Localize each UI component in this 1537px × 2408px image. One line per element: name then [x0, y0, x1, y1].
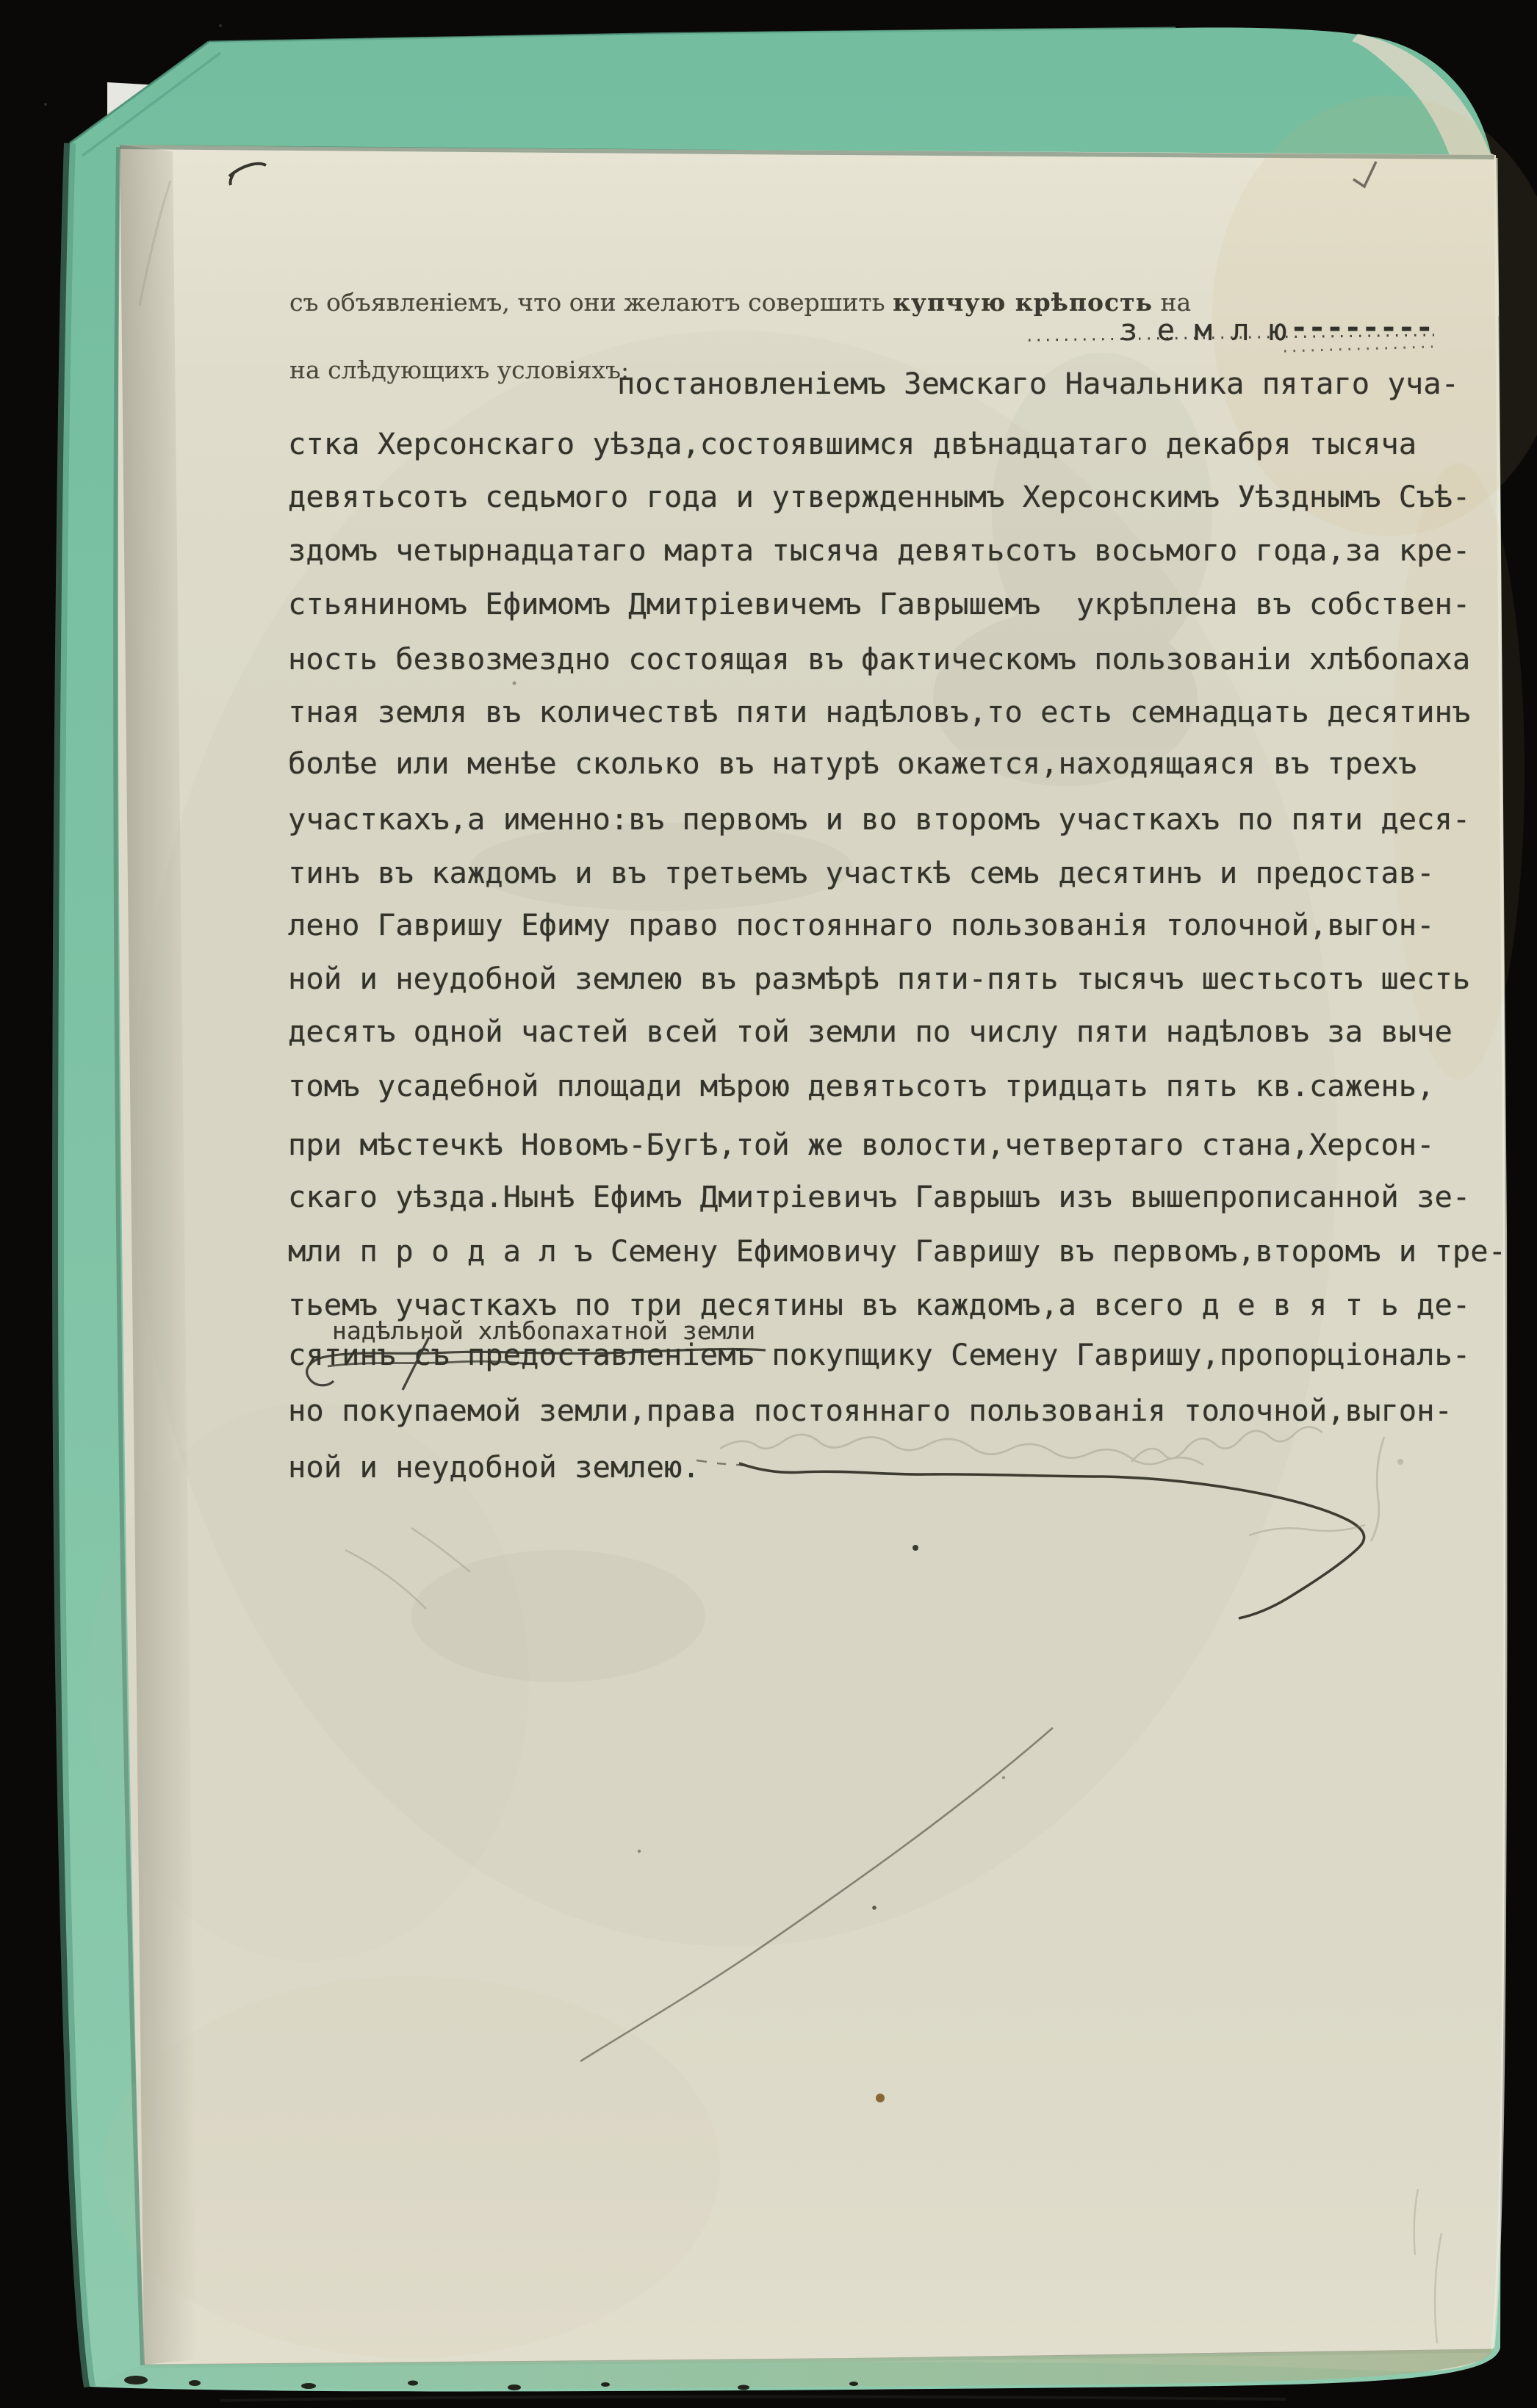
typed-line: но покупаемой земли,права постояннаго пользованія толочной,выгон-: [288, 1393, 1453, 1428]
typed-line: десятъ одной частей всей той земли по числу пяти надѣловъ за выче: [288, 1014, 1453, 1049]
typed-line: мли п р о д а л ъ Семену Ефимовичу Гавришу въ первомъ,второмъ и тре-: [288, 1233, 1507, 1269]
typed-line: болѣе или менѣе сколько въ натурѣ окажется,находящаяся въ трехъ: [288, 746, 1417, 781]
typed-line: участкахъ,а именно:въ первомъ и во второмъ участкахъ по пяти деся-: [288, 801, 1471, 837]
typed-line: тьемъ участкахъ по три десятины въ каждомъ,а всего д е в я т ь де-: [288, 1287, 1471, 1322]
printed-text: на: [1153, 288, 1192, 317]
interlinear-insertion: надѣльной хлѣбопахатной земли: [332, 1316, 756, 1345]
typed-line: постановленіемъ Земскаго Начальника пятаго уча-: [617, 366, 1460, 401]
printed-form-line-1: [289, 288, 1191, 317]
typed-line: томъ усадебной площади мѣрою девятьсотъ тридцать пять кв.сажень,: [288, 1068, 1435, 1103]
fill-in-dashes: --------: [1290, 309, 1434, 345]
typed-line: ной и неудобной землею.: [288, 1449, 700, 1485]
typed-line: здомъ четырнадцатаго марта тысяча девятьсотъ восьмого года,за кре-: [288, 533, 1471, 568]
typed-line: стка Херсонскаго уѣзда,состоявшимся двѣнадцатаго декабря тысяча: [288, 426, 1417, 461]
typed-line: сятинъ съ предоставленіемъ покупщику Семену Гавришу,пропорціональ-: [288, 1337, 1471, 1372]
typed-line: ность безвозмездно состоящая въ фактическомъ пользованіи хлѣбопаха: [288, 641, 1471, 677]
printed-bold-phrase: купчую крѣпость: [893, 288, 1153, 317]
printed-form-line-2: на слѣдующихъ условіяхъ:: [289, 356, 630, 384]
typed-line: при мѣстечкѣ Новомъ-Бугѣ,той же волости,четвертаго стана,Херсон-: [288, 1127, 1435, 1162]
typed-line: ной и неудобной землею въ размѣрѣ пяти-пять тысячъ шестьсотъ шесть: [288, 961, 1471, 996]
typed-line: тная земля въ количествѣ пяти надѣловъ,то есть семнадцать десятинъ: [288, 694, 1471, 729]
typed-line: лено Гавришу Ефиму право постояннаго пользованія толочной,выгон-: [288, 907, 1435, 942]
typed-line: тинъ въ каждомъ и въ третьемъ участкѣ семь десятинъ и предостав-: [288, 855, 1435, 890]
typed-line: скаго уѣзда.Нынѣ Ефимъ Дмитріевичъ Гаврышъ изъ вышепрописанной зе-: [288, 1179, 1471, 1214]
typed-line: девятьсотъ седьмого года и утвержденнымъ Херсонскимъ Уѣзднымъ Съѣ-: [288, 479, 1471, 514]
typed-line: стьяниномъ Ефимомъ Дмитріевичемъ Гаврышемъ укрѣплена въ собствен-: [288, 586, 1471, 621]
fill-in-word: з е м л ю: [1120, 312, 1288, 347]
printed-text: съ объявленіемъ, что они желаютъ совершить: [289, 288, 893, 317]
